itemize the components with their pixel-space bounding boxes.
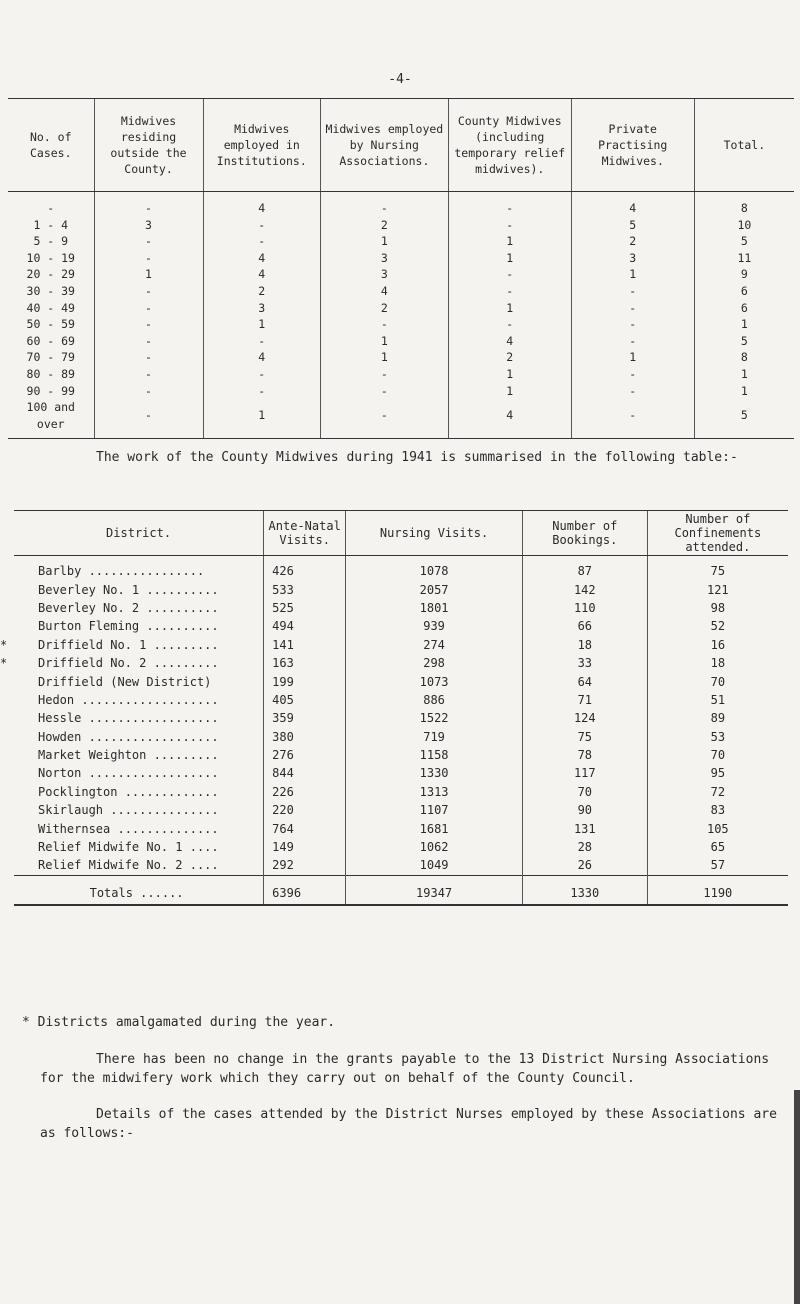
table-cell: 426 <box>264 556 346 581</box>
district-name: Beverley No. 2 .......... <box>38 600 219 615</box>
district-name: Beverley No. 1 .......... <box>38 582 219 597</box>
table-cell: 70 - 79 <box>26 350 75 365</box>
table-cell: 4 <box>571 192 694 217</box>
table-cell: - <box>321 192 449 217</box>
table-cell: 1158 <box>346 746 523 764</box>
table-cell: 1522 <box>346 709 523 727</box>
column-header: Number of Bookings. <box>522 511 647 556</box>
table-cell: 2 <box>448 349 571 366</box>
table-cell: 131 <box>522 819 647 837</box>
table-cell: - <box>571 333 694 350</box>
table-cell: 80 - 89 <box>26 366 75 381</box>
total-cell: 6396 <box>264 875 346 905</box>
table-cell: - <box>94 250 203 267</box>
table-cell: 3 <box>571 250 694 267</box>
midwives-cases-table <box>8 98 794 439</box>
table-cell: - <box>321 383 449 400</box>
district-cell <box>14 691 264 709</box>
table-cell: 51 <box>647 691 788 709</box>
district-cell <box>14 599 264 617</box>
column-header: Number of Confinements attended. <box>647 511 788 556</box>
table-cell: 1073 <box>346 672 523 690</box>
table-cell: 1 <box>571 349 694 366</box>
column-header: Midwives employed in Institutions. <box>203 99 320 192</box>
district-name: Relief Midwife No. 2 .... <box>38 858 219 873</box>
table-cell: 1 <box>448 383 571 400</box>
column-header: Nursing Visits. <box>346 511 523 556</box>
column-header: Midwives residing outside the County. <box>94 99 203 192</box>
table-cell: 8 <box>694 349 794 366</box>
column-header: Midwives employed by Nursing Associations. <box>321 99 449 192</box>
table-cell: - <box>448 266 571 283</box>
table-cell: - <box>571 383 694 400</box>
table-cell: 1313 <box>346 783 523 801</box>
table-cell: 405 <box>264 691 346 709</box>
table-cell: 18 <box>522 636 647 654</box>
table-cell: - <box>203 217 320 234</box>
paragraph-grants: There has been no change in the grants payable to the 13 District Nursing Associations for the midwifery work which they carry out on behalf of the County Council. <box>40 1052 770 1086</box>
district-name: Driffield No. 2 ......... <box>38 656 219 671</box>
table-cell: 30 - 39 <box>26 283 75 298</box>
amalgamated-marker: * <box>0 656 8 671</box>
table-cell: 18 <box>647 654 788 672</box>
table-cell: - <box>94 333 203 350</box>
district-name: Norton .................. <box>38 766 219 781</box>
table-cell: 2 <box>571 233 694 250</box>
table-header-row <box>14 511 788 556</box>
table-cell: 5 <box>694 399 794 439</box>
district-name: Driffield (New District) <box>38 674 212 689</box>
table-cell: 141 <box>264 636 346 654</box>
table-cell: - <box>203 383 320 400</box>
table-cell: 274 <box>346 636 523 654</box>
table-cell: 98 <box>647 599 788 617</box>
table-cell: 70 <box>647 746 788 764</box>
district-work-table <box>0 510 788 906</box>
table-cell: 3 <box>203 300 320 317</box>
table-row <box>14 838 788 856</box>
table-cell: 10 - 19 <box>26 250 75 265</box>
table-cell: - <box>203 366 320 383</box>
table-cell: 124 <box>522 709 647 727</box>
table-cell: 4 <box>203 266 320 283</box>
table-cell: 1 <box>694 383 794 400</box>
table-cell: 70 <box>522 783 647 801</box>
district-cell <box>14 746 264 764</box>
table-cell: 8 <box>694 192 794 217</box>
table-cell: 380 <box>264 728 346 746</box>
table-cell: 26 <box>522 856 647 875</box>
district-cell <box>14 709 264 727</box>
table-cell: 1 <box>448 300 571 317</box>
column-header: County Midwives (including temporary relief midwives). <box>448 99 571 192</box>
table-cell: 2 <box>321 217 449 234</box>
table-row <box>8 366 794 383</box>
district-cell <box>14 856 264 875</box>
table-cell: 64 <box>522 672 647 690</box>
table-cell: - <box>203 333 320 350</box>
table-cell: 52 <box>647 617 788 635</box>
table-cell: 533 <box>264 580 346 598</box>
table-cell: 70 <box>647 672 788 690</box>
table-cell: - <box>571 399 694 439</box>
table-cell: 886 <box>346 691 523 709</box>
district-name: Pocklington ............. <box>38 784 219 799</box>
table-cell: 1 <box>694 366 794 383</box>
table-cell: 65 <box>647 838 788 856</box>
table-row <box>8 300 794 317</box>
table-cell: - <box>448 316 571 333</box>
table-cell: 1 - 4 <box>33 217 69 232</box>
table-cell: 1 <box>448 250 571 267</box>
table-row <box>8 250 794 267</box>
table-row <box>14 856 788 875</box>
table-cell: 78 <box>522 746 647 764</box>
totals-row <box>14 875 788 905</box>
table-cell: 525 <box>264 599 346 617</box>
table-cell: 1062 <box>346 838 523 856</box>
table-cell: 1 <box>694 316 794 333</box>
totals-label: Totals ...... <box>14 875 264 905</box>
table-cell: 494 <box>264 617 346 635</box>
table-cell: 1107 <box>346 801 523 819</box>
table-cell: 1 <box>203 399 320 439</box>
table-cell: - <box>94 192 203 217</box>
table-cell: 110 <box>522 599 647 617</box>
table-cell: - <box>571 283 694 300</box>
table-cell: 89 <box>647 709 788 727</box>
table-cell: 33 <box>522 654 647 672</box>
table-cell: - <box>448 192 571 217</box>
table-cell: 1078 <box>346 556 523 581</box>
table-row <box>14 709 788 727</box>
table-cell: 163 <box>264 654 346 672</box>
district-cell <box>14 672 264 690</box>
table-cell: 220 <box>264 801 346 819</box>
table-cell: 764 <box>264 819 346 837</box>
table-cell: - <box>94 283 203 300</box>
table-cell: 1 <box>94 266 203 283</box>
table-cell: 4 <box>448 399 571 439</box>
table-cell: 4 <box>203 250 320 267</box>
district-name: Hessle .................. <box>38 711 219 726</box>
table-cell: 2057 <box>346 580 523 598</box>
table-cell: 87 <box>522 556 647 581</box>
table-row <box>14 580 788 598</box>
table-cell: 199 <box>264 672 346 690</box>
column-header: District. <box>14 511 264 556</box>
table-row <box>14 599 788 617</box>
table-cell: 1049 <box>346 856 523 875</box>
table-cell: 5 - 9 <box>33 234 69 249</box>
table-cell: 1 <box>571 266 694 283</box>
district-name: Market Weighton ......... <box>38 748 219 763</box>
table-cell: 121 <box>647 580 788 598</box>
table-row <box>14 801 788 819</box>
table-cell: 1 <box>321 233 449 250</box>
table-row <box>14 819 788 837</box>
table-cell: 226 <box>264 783 346 801</box>
table-cell: 71 <box>522 691 647 709</box>
table-cell: 5 <box>694 333 794 350</box>
table-cell: 719 <box>346 728 523 746</box>
table-cell: - <box>94 349 203 366</box>
table-cell: 83 <box>647 801 788 819</box>
table-cell: 9 <box>694 266 794 283</box>
table-cell: 276 <box>264 746 346 764</box>
district-cell <box>14 783 264 801</box>
table-cell: 2 <box>203 283 320 300</box>
column-header: Ante-Natal Visits. <box>264 511 346 556</box>
table-cell: 20 - 29 <box>26 267 75 282</box>
district-cell <box>14 801 264 819</box>
district-cell <box>0 636 264 654</box>
table-cell: - <box>94 399 203 439</box>
table-cell: 53 <box>647 728 788 746</box>
table-cell: 117 <box>522 764 647 782</box>
table-row <box>14 746 788 764</box>
table-cell: 1 <box>321 349 449 366</box>
table-cell: 1 <box>321 333 449 350</box>
table-cell: 3 <box>321 266 449 283</box>
table-cell: - <box>94 316 203 333</box>
table-cell: 95 <box>647 764 788 782</box>
table-cell: 939 <box>346 617 523 635</box>
table-cell: 16 <box>647 636 788 654</box>
table-cell: 1330 <box>346 764 523 782</box>
district-cell <box>14 617 264 635</box>
district-name: Skirlaugh ............... <box>38 803 219 818</box>
table-cell: - <box>47 201 55 215</box>
table-cell: 75 <box>522 728 647 746</box>
table-cell: - <box>321 399 449 439</box>
table-cell: 1 <box>448 366 571 383</box>
table-cell: - <box>571 366 694 383</box>
table-cell: 359 <box>264 709 346 727</box>
table-cell: 298 <box>346 654 523 672</box>
district-cell <box>0 654 264 672</box>
table-row <box>14 728 788 746</box>
table-row <box>8 192 794 217</box>
table-row <box>8 383 794 400</box>
table-row <box>14 617 788 635</box>
table-cell: 72 <box>647 783 788 801</box>
table-row <box>14 636 788 654</box>
district-name: Howden .................. <box>38 729 219 744</box>
footnote: * Districts amalgamated during the year. <box>22 1015 336 1030</box>
district-name: Driffield No. 1 ......... <box>38 637 219 652</box>
table-cell: 66 <box>522 617 647 635</box>
page-number: -4- <box>388 72 412 87</box>
table-row <box>8 283 794 300</box>
table-cell: - <box>448 217 571 234</box>
table-cell: 1681 <box>346 819 523 837</box>
table-cell: 4 <box>203 192 320 217</box>
table-cell: 75 <box>647 556 788 581</box>
table-row <box>8 233 794 250</box>
table-row <box>14 556 788 581</box>
table-row <box>14 691 788 709</box>
amalgamated-marker: * <box>0 637 8 652</box>
table-cell: - <box>94 233 203 250</box>
total-cell: 19347 <box>346 875 523 905</box>
district-name: Burton Fleming .......... <box>38 619 219 634</box>
district-cell <box>14 728 264 746</box>
district-name: Barlby ................ <box>38 564 205 579</box>
district-name: Withernsea .............. <box>38 821 219 836</box>
district-cell <box>14 838 264 856</box>
paragraph-details: Details of the cases attended by the District Nurses employed by these Associations are as follows:- <box>40 1107 777 1141</box>
table-cell: 844 <box>264 764 346 782</box>
table-cell: 3 <box>321 250 449 267</box>
district-name: Relief Midwife No. 1 .... <box>38 840 219 855</box>
table-cell: 57 <box>647 856 788 875</box>
table-header-row <box>8 99 794 192</box>
table-row <box>8 349 794 366</box>
table-cell: 105 <box>647 819 788 837</box>
table-cell: 50 - 59 <box>26 317 75 332</box>
table-cell: 60 - 69 <box>26 333 75 348</box>
table-cell: 10 <box>694 217 794 234</box>
column-header: No. of Cases. <box>8 99 94 192</box>
table-cell: 142 <box>522 580 647 598</box>
table-cell: - <box>94 366 203 383</box>
table-cell: 4 <box>203 349 320 366</box>
district-cell <box>14 580 264 598</box>
table-row <box>8 333 794 350</box>
table-cell: 292 <box>264 856 346 875</box>
table-cell: 90 <box>522 801 647 819</box>
table-body <box>0 556 788 905</box>
table-cell: - <box>94 300 203 317</box>
table-cell: 1 <box>448 233 571 250</box>
table-cell: 90 - 99 <box>26 383 75 398</box>
table-cell: 5 <box>571 217 694 234</box>
table-row <box>14 654 788 672</box>
table-cell: - <box>571 300 694 317</box>
table-row <box>8 217 794 234</box>
table-cell: 28 <box>522 838 647 856</box>
district-cell <box>14 764 264 782</box>
table-cell: 5 <box>694 233 794 250</box>
table-cell: 6 <box>694 300 794 317</box>
page-edge-shadow <box>794 1090 800 1304</box>
table-cell: 149 <box>264 838 346 856</box>
table-cell: - <box>321 316 449 333</box>
table-cell: - <box>321 366 449 383</box>
table-row <box>14 764 788 782</box>
table-cell: 1801 <box>346 599 523 617</box>
table-cell: 40 - 49 <box>26 300 75 315</box>
table-cell: - <box>448 283 571 300</box>
table-body <box>8 192 794 439</box>
table-cell: 100 and over <box>8 399 94 439</box>
table-row <box>8 266 794 283</box>
column-header: Total. <box>694 99 794 192</box>
table-row <box>14 672 788 690</box>
district-cell <box>14 819 264 837</box>
table-cell: - <box>203 233 320 250</box>
table-cell: 4 <box>321 283 449 300</box>
column-header: Private Practising Midwives. <box>571 99 694 192</box>
intro-text: The work of the County Midwives during 1941 is summarised in the following table:- <box>96 450 738 465</box>
total-cell: 1190 <box>647 875 788 905</box>
table-cell: - <box>571 316 694 333</box>
table-cell: - <box>94 383 203 400</box>
total-cell: 1330 <box>522 875 647 905</box>
table-row <box>14 783 788 801</box>
table-cell: 2 <box>321 300 449 317</box>
district-cell <box>14 556 264 581</box>
table-row <box>8 316 794 333</box>
table-cell: 3 <box>94 217 203 234</box>
table-cell: 4 <box>448 333 571 350</box>
table-row <box>8 399 794 439</box>
district-name: Hedon ................... <box>38 692 219 707</box>
table-cell: 6 <box>694 283 794 300</box>
table-cell: 11 <box>694 250 794 267</box>
table-cell: 1 <box>203 316 320 333</box>
